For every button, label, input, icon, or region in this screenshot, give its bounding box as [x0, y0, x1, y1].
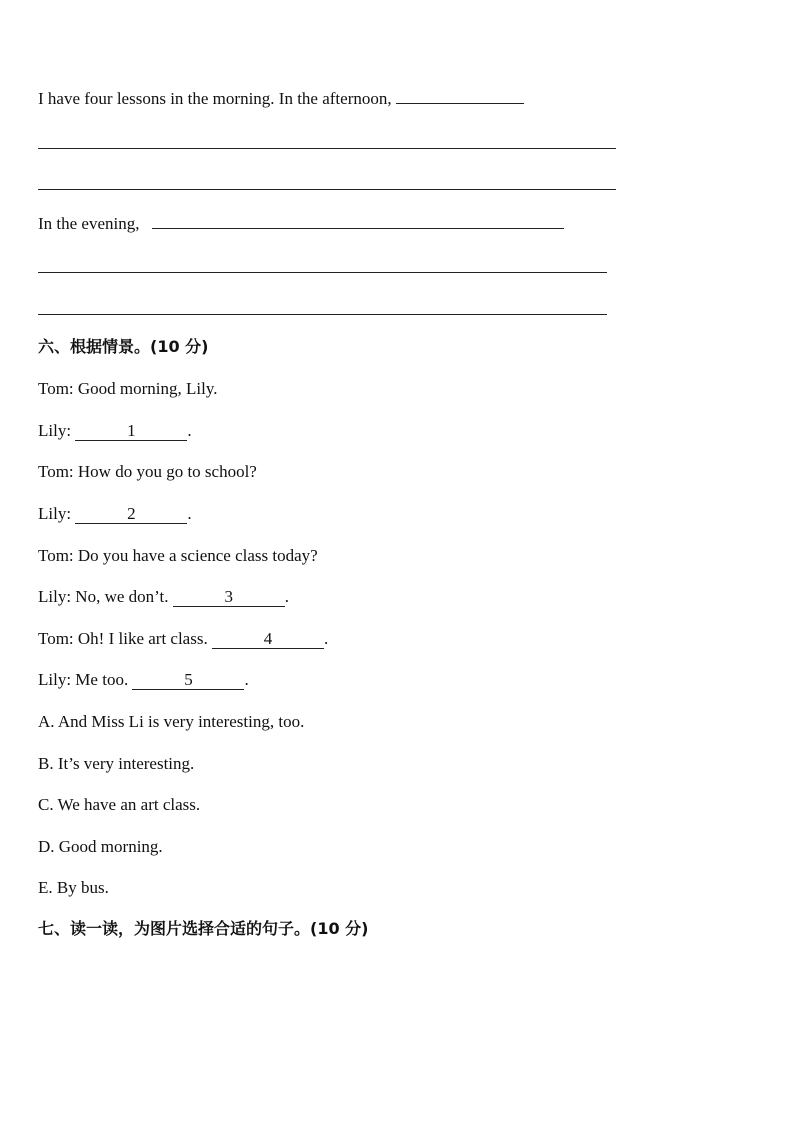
writing-line-2-text: In the evening, — [38, 214, 140, 233]
dialogue-line: Tom: How do you go to school? — [38, 462, 257, 481]
writing-rule[interactable] — [38, 314, 607, 315]
answer-blank-5[interactable]: 5 — [132, 671, 244, 690]
dialogue-line: Tom: Do you have a science class today? — [38, 546, 318, 565]
dialogue-suffix: . — [323, 629, 329, 648]
dialogue-line — [38, 587, 289, 607]
option-e: E. By bus. — [38, 878, 109, 897]
option-c: C. We have an art class. — [38, 795, 201, 814]
writing-rule[interactable] — [38, 272, 607, 273]
dialogue-prefix: Lily: No, we don’t. — [38, 587, 173, 606]
dialogue-line — [38, 629, 328, 649]
dialogue-line: Tom: Good morning, Lily. — [38, 379, 218, 398]
dialogue-line — [38, 670, 249, 690]
writing-blank[interactable] — [396, 88, 524, 104]
section-7-heading: 七、读一读，为图片选择合适的句子。(10 分) — [38, 919, 369, 938]
writing-line-1 — [38, 88, 524, 109]
dialogue-suffix: . — [284, 587, 289, 606]
answer-blank-2[interactable]: 2 — [75, 505, 187, 524]
option-d: D. Good morning. — [38, 837, 163, 856]
option-b: B. It’s very interesting. — [38, 754, 195, 773]
dialogue-suffix: . — [187, 421, 192, 440]
section-6-heading: 六、根据情景。(10 分) — [38, 337, 209, 356]
writing-line-2 — [38, 213, 564, 234]
dialogue-prefix: Lily: — [38, 421, 76, 440]
writing-blank[interactable] — [152, 213, 564, 229]
dialogue-suffix: . — [244, 670, 249, 689]
answer-blank-1[interactable]: 1 — [75, 422, 187, 441]
dialogue-prefix: Lily: Me too. — [38, 670, 133, 689]
dialogue-line — [38, 421, 192, 441]
writing-rule[interactable] — [38, 189, 616, 190]
dialogue-line — [38, 504, 192, 524]
dialogue-prefix: Lily: — [38, 504, 76, 523]
writing-line-1-text: I have four lessons in the morning. In the afternoon, — [38, 89, 392, 108]
writing-rule[interactable] — [38, 148, 616, 149]
answer-blank-4[interactable]: 4 — [212, 630, 324, 649]
dialogue-suffix: . — [187, 504, 192, 523]
dialogue-prefix: Tom: Oh! I like art class. — [38, 629, 212, 648]
answer-blank-3[interactable]: 3 — [173, 588, 285, 607]
option-a: A. And Miss Li is very interesting, too. — [38, 712, 305, 731]
